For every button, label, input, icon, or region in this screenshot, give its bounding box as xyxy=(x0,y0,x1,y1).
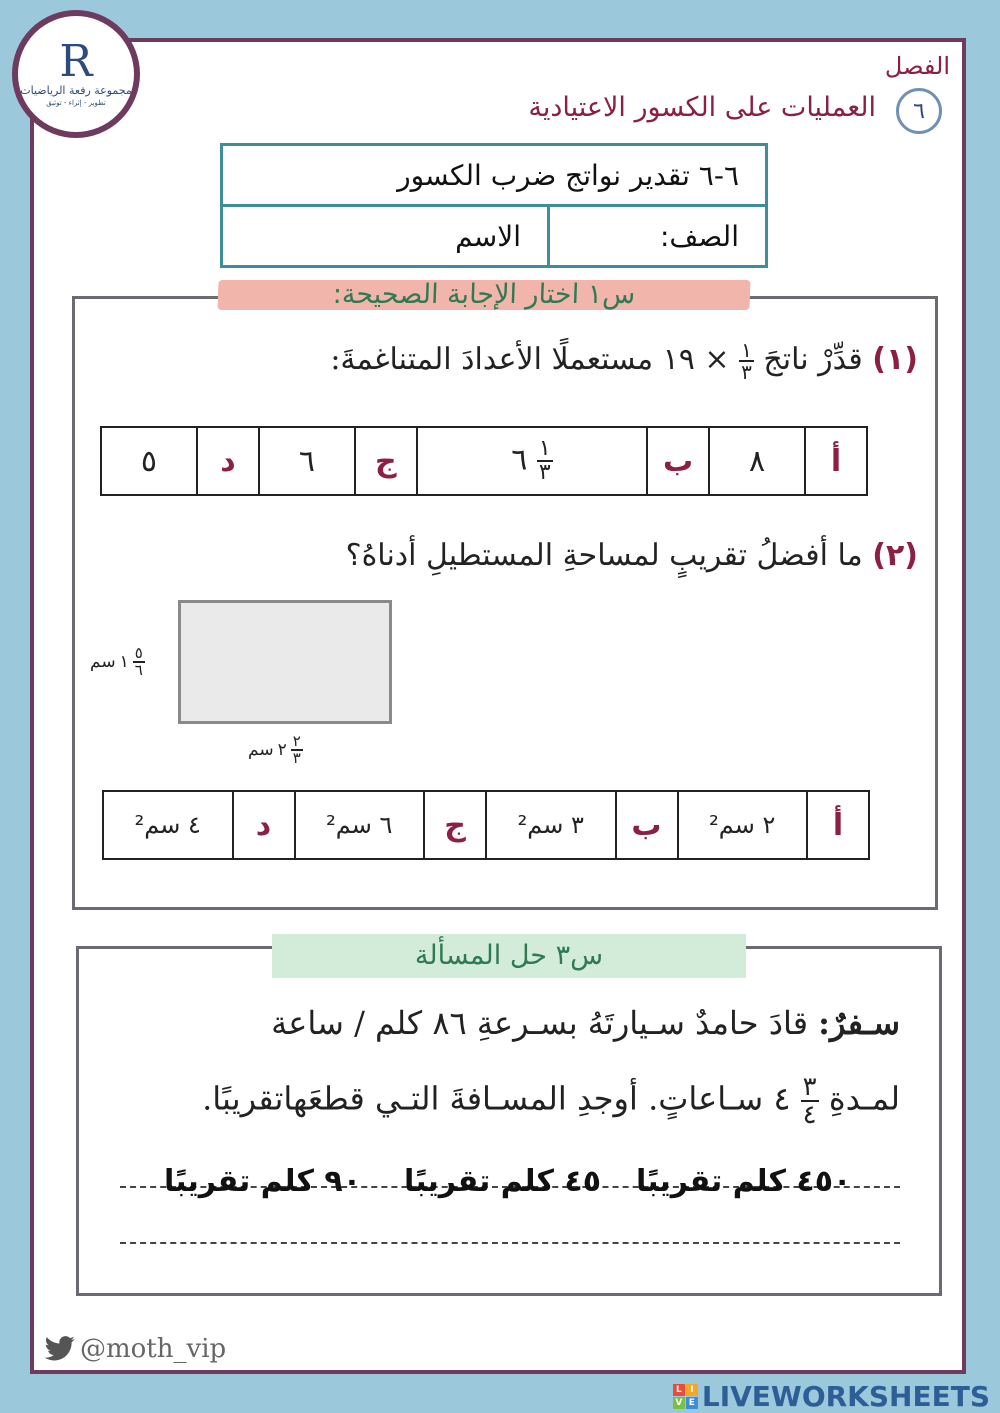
brand-tile: V xyxy=(673,1397,685,1409)
question-2-choices xyxy=(102,790,870,860)
fraction-numerator: ٣ xyxy=(802,1072,817,1102)
rectangle-width-label xyxy=(248,734,303,766)
choice-answer-c[interactable]: ٦ xyxy=(259,427,355,495)
question-1-fraction xyxy=(739,340,754,382)
class-label: الصف: xyxy=(659,219,739,253)
fraction-denominator: ٦ xyxy=(134,661,143,679)
fraction-numerator: ١ xyxy=(538,436,551,461)
problem-line-2-start: لمـدةِ xyxy=(828,1079,900,1118)
choice-answer-d[interactable]: ٥ xyxy=(101,427,197,495)
name-field[interactable] xyxy=(222,206,549,267)
question-1 xyxy=(330,340,918,382)
rectangle-height-label xyxy=(90,646,145,678)
problem-keyword: سـفرٌ: xyxy=(818,1004,900,1042)
twitter-handle xyxy=(44,1334,226,1364)
answer-line-2 xyxy=(120,1242,900,1244)
choice-letter-c: ج xyxy=(424,791,486,859)
question-2 xyxy=(346,538,918,573)
choice-letter-a: أ xyxy=(805,427,867,495)
question-1-choices xyxy=(100,426,868,496)
class-field[interactable] xyxy=(549,206,767,267)
width-fraction xyxy=(291,734,303,766)
choice-letter-a: أ xyxy=(807,791,869,859)
question-1-text-before: قدِّرْ ناتجَ xyxy=(763,342,863,377)
lesson-header-table xyxy=(220,143,768,268)
fraction-numerator: ٢ xyxy=(292,732,301,750)
logo-subtitle: تطوير - إثراء - توثيق xyxy=(46,98,106,107)
height-whole: ١ xyxy=(119,652,129,672)
choice-answer-d[interactable]: ٤ سم² xyxy=(103,791,233,859)
section1-tag: س١ اختار الإجابة الصحيحة: xyxy=(217,280,750,310)
rectangle-figure xyxy=(178,600,392,724)
duration-whole: ٤ xyxy=(773,1079,791,1118)
chapter-number: ٦ xyxy=(896,88,942,134)
width-unit: سم xyxy=(248,740,274,760)
fraction-denominator: ٤ xyxy=(802,1100,817,1130)
problem-line-1-text: قادَ حامدٌ سـيارتَهُ بسـرعةِ ٨٦ كلم / ساعة xyxy=(271,1004,808,1042)
brand-tile: I xyxy=(686,1384,698,1396)
brand-tile: E xyxy=(686,1397,698,1409)
answer-option-90[interactable]: ٩٠ كلم تقريبًا xyxy=(164,1164,362,1199)
problem-line-1 xyxy=(100,1004,900,1042)
choice-letter-b: ب xyxy=(616,791,678,859)
section3-tag: س٣ حل المسألة xyxy=(272,934,746,978)
group-logo xyxy=(12,10,140,138)
choice-letter-d: د xyxy=(233,791,295,859)
question-2-number: (٢) xyxy=(872,538,918,573)
liveworksheets-logo-icon xyxy=(673,1384,698,1409)
choice-letter-c: ج xyxy=(355,427,417,495)
lesson-title: ٦-٦ تقدير نواتج ضرب الكسور xyxy=(222,145,767,206)
fraction-denominator: ٣ xyxy=(538,460,551,485)
choice-answer-a[interactable]: ٨ xyxy=(709,427,805,495)
choice-answer-b[interactable] xyxy=(417,427,647,495)
chapter-title: العمليات على الكسور الاعتيادية xyxy=(528,92,876,123)
name-label: الاسم xyxy=(455,219,521,253)
answer-option-45[interactable]: ٤٥ كلم تقريبًا xyxy=(404,1164,602,1199)
fraction-denominator: ٣ xyxy=(741,360,752,384)
choice-answer-b[interactable]: ٣ سم² xyxy=(486,791,616,859)
question-1-number: (١) xyxy=(872,342,918,377)
logo-mark: R xyxy=(59,35,93,87)
liveworksheets-text: LIVEWORKSHEETS xyxy=(701,1380,990,1413)
liveworksheets-brand xyxy=(673,1380,990,1413)
problem-line-2 xyxy=(100,1074,900,1128)
answer-option-450[interactable]: ٤٥٠ كلم تقريبًا xyxy=(636,1164,852,1199)
logo-title: مجموعة رفعة الرياضيات xyxy=(20,83,132,97)
fraction-numerator: ١ xyxy=(741,338,752,362)
question-2-text: ما أفضلُ تقريبٍ لمساحةِ المستطيلِ أدناهُ؟ xyxy=(345,538,863,573)
choice-letter-d: د xyxy=(197,427,259,495)
question-1-text-after: مستعملًا الأعدادَ المتناغمةَ: xyxy=(330,342,654,377)
chapter-label: الفصل xyxy=(884,52,950,80)
choice-b-fraction xyxy=(537,438,553,484)
width-whole: ٢ xyxy=(277,740,287,760)
twitter-bird-icon xyxy=(44,1335,76,1363)
height-unit: سم xyxy=(90,652,116,672)
brand-tile: L xyxy=(673,1384,685,1396)
height-fraction xyxy=(133,646,145,678)
choice-letter-b: ب xyxy=(647,427,709,495)
twitter-handle-text: @moth_vip xyxy=(80,1334,227,1364)
duration-fraction xyxy=(801,1074,819,1128)
choice-answer-a[interactable]: ٢ سم² xyxy=(678,791,808,859)
choice-b-whole: ٦ xyxy=(511,442,528,478)
fraction-denominator: ٣ xyxy=(292,749,301,767)
fraction-numerator: ٥ xyxy=(134,644,143,662)
problem-line-2-end: سـاعاتٍ. أوجدِ المسـافةَ التـي قطعَهاتقريبًا. xyxy=(202,1079,764,1118)
question-1-times: × ١٩ xyxy=(662,342,730,377)
choice-answer-c[interactable]: ٦ سم² xyxy=(295,791,425,859)
